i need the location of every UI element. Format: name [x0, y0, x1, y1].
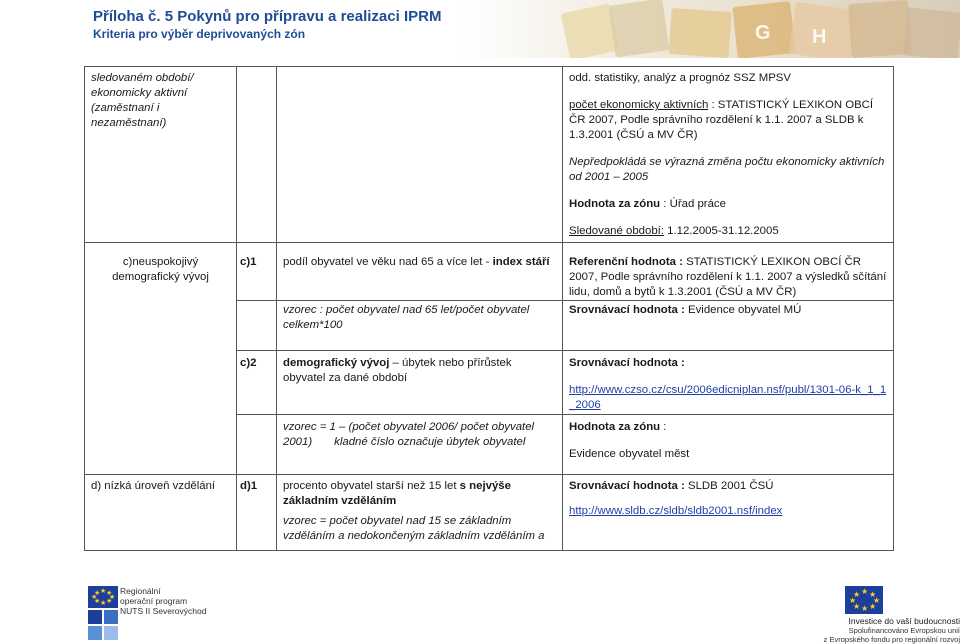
source-paragraph [569, 98, 887, 143]
formula-line: vzorec = 1 – (počet obyvatel 2006/ počet obyvatel [283, 421, 535, 433]
czso-link[interactable]: http://www.czso.cz/csu/2006edicniplan.nsf/publ/1301-06-k_1_1_2006 [569, 384, 887, 411]
indicator-code: c)2 [237, 351, 277, 415]
eu-line: z Evropského fondu pro regionální rozvoj [823, 635, 960, 644]
indicator-key: s nejvýše základním vzděláním [283, 480, 511, 507]
table-row [85, 475, 894, 551]
sldb-link[interactable]: http://www.sldb.cz/sldb/sldb2001.nsf/index [569, 505, 783, 517]
eu-line: Spolufinancováno Evropskou unií [848, 626, 960, 635]
period [569, 224, 887, 239]
comparison-label: Srovnávací hodnota : [569, 304, 685, 316]
table-row [85, 243, 894, 301]
source-text: : STATISTICKÝ LEXIKON OBCÍ ČR 2007, Podle správního rozdělení k 1.1. 2007 a SLDB k 1.3.2001 (ČSÚ a MV ČR) [569, 99, 874, 141]
zone-value-label: Hodnota za zónu [569, 421, 661, 433]
comparison [569, 479, 887, 494]
period-label: Sledované období: [569, 225, 665, 237]
indicator-code: d)1 [237, 475, 277, 551]
criterion-description: sledovaném období/ ekonomicky aktivní (zaměstnaní i nezaměstnaní) [91, 72, 194, 129]
indicator-description [283, 479, 556, 509]
period-text: 1.12.2005-31.12.2005 [664, 225, 779, 237]
rop-logo-text [120, 586, 206, 616]
indicator-key: demografický vývoj [283, 357, 390, 369]
reference-label: Referenční hodnota : [569, 256, 683, 268]
note-paragraph: Nepředpokládá se výrazná změna počtu ekonomicky aktivních od 2001 – 2005 [569, 156, 885, 183]
zone-value [569, 420, 887, 435]
zone-value-separator: : [660, 421, 667, 433]
decorative-tile [903, 7, 960, 58]
comparison-text: SLDB 2001 ČSÚ [684, 480, 774, 492]
indicator-text: procento obyvatel starší než 15 let [283, 480, 460, 492]
zone-value [569, 197, 887, 212]
comparison-label: Srovnávací hodnota : [569, 480, 685, 492]
eu-flag-icon: ★ ★ ★ ★ ★ ★ ★ ★ [88, 586, 118, 608]
comparison-text: Evidence obyvatel MÚ [684, 304, 802, 316]
formula: vzorec : počet obyvatel nad 65 let/počet obyvatel celkem*100 [277, 301, 563, 351]
indicator-key: index stáří [492, 256, 550, 268]
eu-line: Investice do vaší budoucnosti [848, 616, 960, 626]
eu-cofinancing-text [780, 617, 960, 644]
criterion-name: d) nízká úroveň vzdělání [85, 475, 237, 551]
decorative-tile [668, 8, 731, 58]
zone-value-text: : Úřad práce [660, 198, 726, 210]
rop-line: NUTS II Severovýchod [120, 606, 207, 616]
document-header [0, 0, 960, 58]
formula-fragment: 2001) [283, 436, 313, 448]
reference-text: STATISTICKÝ LEXIKON OBCÍ ČR 2007, Podle správního rozdělení k 1.1. 2007 a výsledků sčítání lidu, domů a bytů k 1.3.2001 (ČSÚ a MV ČR) [569, 256, 887, 298]
comparison-label: Srovnávací hodnota : [569, 357, 685, 369]
source-label: počet ekonomicky aktivních [569, 99, 709, 111]
criterion-name: c)neuspokojivý demografický vývoj [112, 256, 209, 283]
rop-line: operační program [120, 596, 188, 606]
zone-value-label: Hodnota za zónu [569, 198, 661, 210]
tile-letter: H [812, 26, 827, 48]
decorative-tile [609, 0, 670, 58]
document-title: Příloha č. 5 Pokynů pro přípravu a realizaci IPRM [93, 8, 442, 25]
zone-value-text: Evidence obyvatel měst [569, 448, 690, 460]
indicator-text: podíl obyvatel ve věku nad 65 a více let - [283, 256, 493, 268]
tile-letter: G [755, 22, 771, 44]
document-subtitle: Kriteria pro výběr deprivovaných zón [93, 27, 306, 41]
eu-flag-icon: ★ ★ ★ ★ ★ ★ ★ ★ [845, 586, 883, 614]
table-row [85, 67, 894, 243]
formula-line [283, 435, 556, 450]
criteria-table [84, 66, 893, 551]
source-line: odd. statistiky, analýz a prognóz SSZ MPSV [569, 72, 792, 84]
rop-logo-icon [88, 610, 118, 640]
formula-note: kladné číslo označuje úbytek obyvatel [334, 436, 526, 448]
formula: vzorec = počet obyvatel nad 15 se základním vzděláním a nedokončeným základním vzděláním a [283, 515, 545, 542]
indicator-code: c)1 [237, 243, 277, 301]
rop-line: Regionální [120, 586, 161, 596]
indicator-text: – úbytek nebo přírůstek obyvatel za dané období [283, 357, 512, 384]
